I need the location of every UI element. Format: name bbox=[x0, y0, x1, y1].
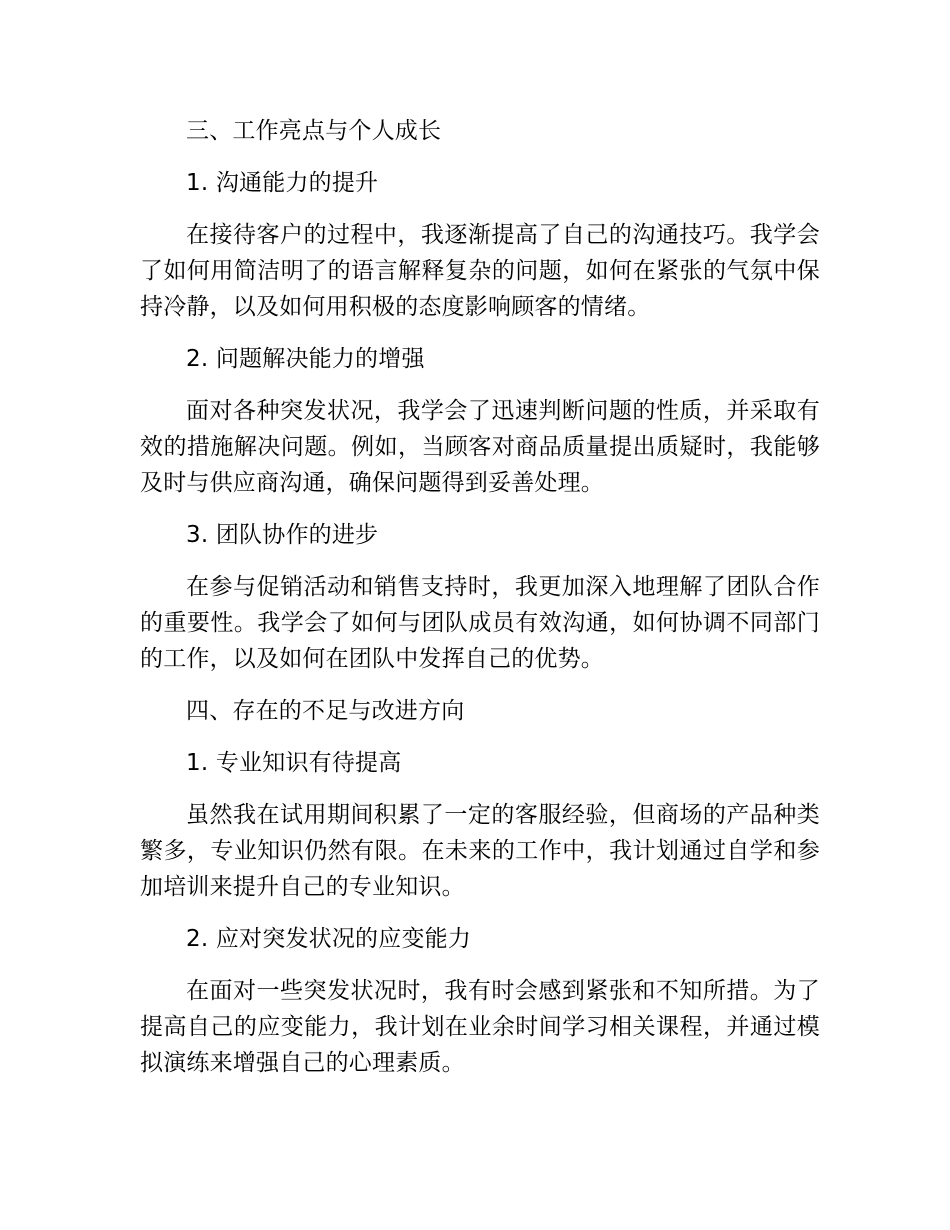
subheading-problem-solving: 2. 问题解决能力的增强 bbox=[186, 346, 425, 372]
subheading-communication: 1. 沟通能力的提升 bbox=[186, 170, 379, 196]
section-heading-4: 四、存在的不足与改进方向 bbox=[186, 698, 465, 724]
subheading-teamwork: 3. 团队协作的进步 bbox=[186, 522, 379, 548]
paragraph-adaptability: 在面对一些突发状况时，我有时会感到紧张和不知所措。为了提高自己的应变能力，我计划在业余时间学习相关课程，并通过模拟演练来增强自己的心理素质。 bbox=[140, 978, 820, 1076]
paragraph-problem-solving: 面对各种突发状况，我学会了迅速判断问题的性质，并采取有效的措施解决问题。例如，当顾客对商品质量提出质疑时，我能够及时与供应商沟通，确保问题得到妥善处理。 bbox=[140, 398, 820, 496]
paragraph-communication: 在接待客户的过程中，我逐渐提高了自己的沟通技巧。我学会了如何用简洁明了的语言解释复杂的问题，如何在紧张的气氛中保持冷静，以及如何用积极的态度影响顾客的情绪。 bbox=[140, 222, 820, 320]
paragraph-teamwork: 在参与促销活动和销售支持时，我更加深入地理解了团队合作的重要性。我学会了如何与团队成员有效沟通，如何协调不同部门的工作，以及如何在团队中发挥自己的优势。 bbox=[140, 574, 820, 672]
section-heading-3: 三、工作亮点与个人成长 bbox=[186, 118, 442, 144]
paragraph-professional-knowledge: 虽然我在试用期间积累了一定的客服经验，但商场的产品种类繁多，专业知识仍然有限。在未来的工作中，我计划通过自学和参加培训来提升自己的专业知识。 bbox=[140, 802, 820, 900]
subheading-professional-knowledge: 1. 专业知识有待提高 bbox=[186, 750, 402, 776]
subheading-adaptability: 2. 应对突发状况的应变能力 bbox=[186, 926, 472, 952]
document-body bbox=[140, 113, 820, 1097]
